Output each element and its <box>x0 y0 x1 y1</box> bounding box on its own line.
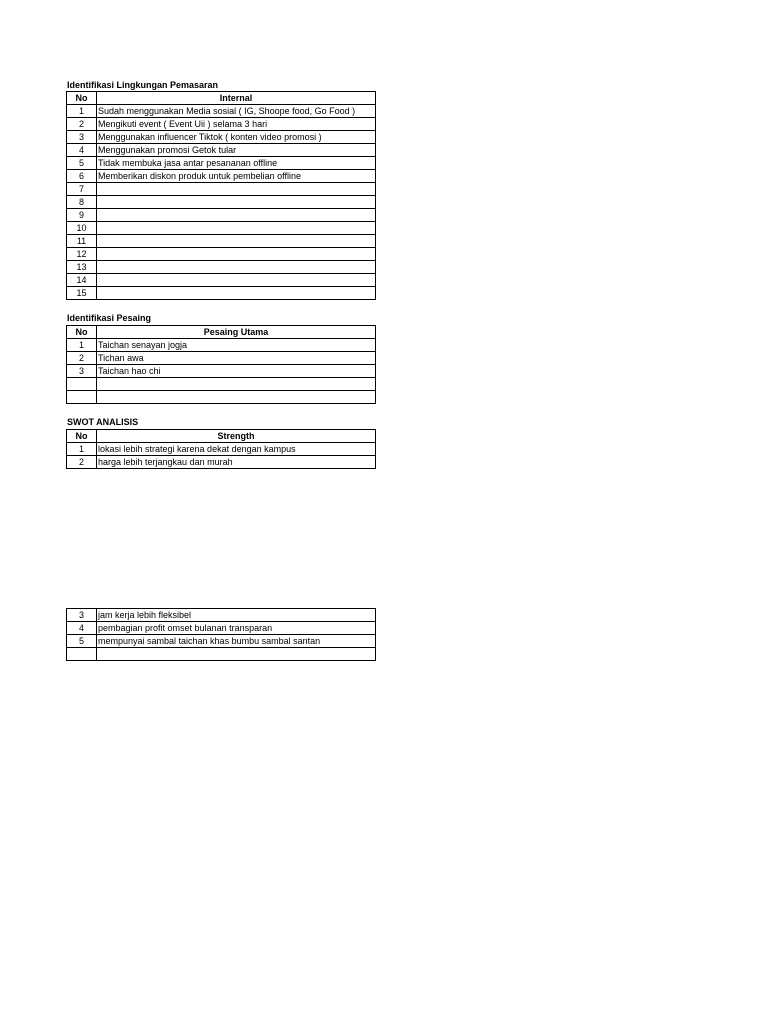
table-row <box>67 157 376 170</box>
table-pesaing <box>66 325 376 404</box>
row-number: 4 <box>67 144 97 157</box>
row-text: Mengikuti event ( Event Uii ) selama 3 hari <box>97 118 376 131</box>
table-row <box>67 635 376 648</box>
row-number: 12 <box>67 248 97 261</box>
row-text: Tidak membuka jasa antar pesananan offline <box>97 157 376 170</box>
table-row <box>67 105 376 118</box>
table-row <box>67 170 376 183</box>
row-text <box>97 183 376 196</box>
table-swot-strength-continued <box>66 608 376 661</box>
section-title-lingkungan: Identifikasi Lingkungan Pemasaran <box>67 80 219 90</box>
table-row <box>67 118 376 131</box>
section-title-pesaing: Identifikasi Pesaing <box>67 313 152 323</box>
row-number: 8 <box>67 196 97 209</box>
row-number: 4 <box>67 622 97 635</box>
row-text: Taichan hao chi <box>97 365 376 378</box>
table-row <box>67 183 376 196</box>
row-number: 1 <box>67 443 97 456</box>
row-number: 7 <box>67 183 97 196</box>
row-text: Menggunakan promosi Getok tular <box>97 144 376 157</box>
table-row <box>67 365 376 378</box>
row-number <box>67 648 97 661</box>
row-text: lokasi lebih strategi karena dekat dengan kampus <box>97 443 376 456</box>
table-row <box>67 339 376 352</box>
row-number: 6 <box>67 170 97 183</box>
row-number: 15 <box>67 287 97 300</box>
row-text: Taichan senayan jogja <box>97 339 376 352</box>
row-number: 2 <box>67 118 97 131</box>
table-row <box>67 144 376 157</box>
table-row <box>67 209 376 222</box>
table-row <box>67 196 376 209</box>
table-row <box>67 648 376 661</box>
table-row <box>67 443 376 456</box>
table-row <box>67 222 376 235</box>
table-row <box>67 456 376 469</box>
row-text: pembagian profit omset bulanan transparan <box>97 622 376 635</box>
header-pesaing-utama: Pesaing Utama <box>97 326 376 339</box>
row-number: 14 <box>67 274 97 287</box>
row-text: Menggunakan influencer Tiktok ( konten video promosi ) <box>97 131 376 144</box>
row-text <box>97 378 376 391</box>
row-number: 3 <box>67 365 97 378</box>
row-number: 10 <box>67 222 97 235</box>
row-number: 1 <box>67 339 97 352</box>
row-number: 3 <box>67 609 97 622</box>
table-row <box>67 248 376 261</box>
row-number: 2 <box>67 352 97 365</box>
header-internal: Internal <box>97 92 376 105</box>
row-number: 11 <box>67 235 97 248</box>
table-lingkungan <box>66 91 376 300</box>
row-number <box>67 391 97 404</box>
table-row <box>67 622 376 635</box>
row-number: 13 <box>67 261 97 274</box>
row-number: 1 <box>67 105 97 118</box>
row-number <box>67 378 97 391</box>
row-text <box>97 287 376 300</box>
table-row <box>67 378 376 391</box>
table-row <box>67 261 376 274</box>
table-swot-strength <box>66 429 376 469</box>
row-text <box>97 248 376 261</box>
row-number: 5 <box>67 635 97 648</box>
row-text: harga lebih terjangkau dan murah <box>97 456 376 469</box>
row-text <box>97 261 376 274</box>
row-text: Sudah menggunakan Media sosial ( IG, Shoope food, Go Food ) <box>97 105 376 118</box>
section-title-swot: SWOT ANALISIS <box>67 417 139 427</box>
row-text <box>97 222 376 235</box>
header-strength: Strength <box>97 430 376 443</box>
row-text <box>97 209 376 222</box>
row-text: Tichan awa <box>97 352 376 365</box>
row-text <box>97 235 376 248</box>
row-number: 5 <box>67 157 97 170</box>
row-text <box>97 196 376 209</box>
row-text: Memberikan diskon produk untuk pembelian offline <box>97 170 376 183</box>
row-text <box>97 648 376 661</box>
row-number: 3 <box>67 131 97 144</box>
table-row <box>67 609 376 622</box>
table-row <box>67 287 376 300</box>
table-row <box>67 131 376 144</box>
row-text <box>97 274 376 287</box>
header-no: No <box>67 430 97 443</box>
table-row <box>67 352 376 365</box>
row-number: 9 <box>67 209 97 222</box>
header-no: No <box>67 326 97 339</box>
table-row <box>67 274 376 287</box>
row-text: jam kerja lebih fleksibel <box>97 609 376 622</box>
table-row <box>67 391 376 404</box>
header-no: No <box>67 92 97 105</box>
row-text: mempunyai sambal taichan khas bumbu sambal santan <box>97 635 376 648</box>
table-row <box>67 235 376 248</box>
row-number: 2 <box>67 456 97 469</box>
row-text <box>97 391 376 404</box>
